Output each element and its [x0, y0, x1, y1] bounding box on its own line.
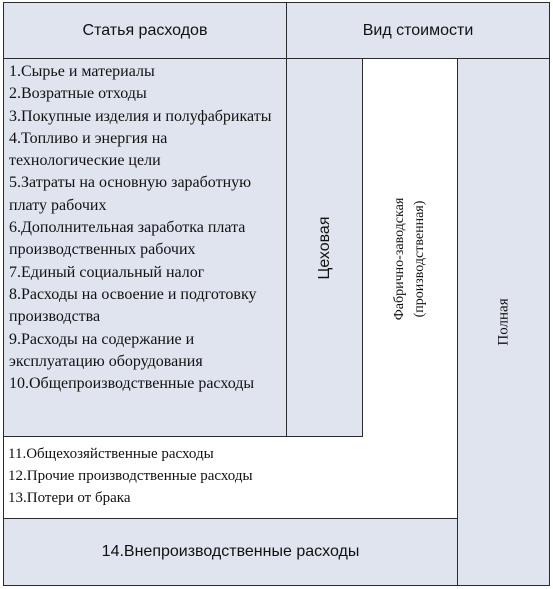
list-item: 6.Дополнительная заработка плата производственных рабочих — [9, 219, 246, 259]
list-item: 2.Возратные отходы — [9, 85, 147, 103]
list-item: 12.Прочие производственные расходы — [8, 468, 253, 484]
factory-cost-label — [390, 198, 430, 321]
nonproduction-label: 14.Внепроизводственные расходы — [101, 543, 360, 560]
factory-items-cell — [8, 443, 448, 509]
workshop-cost-label: Цеховая — [315, 216, 333, 279]
list-item: 9.Расходы на содержание и эксплуатацию оборудования — [9, 330, 203, 370]
full-cost-column — [457, 58, 550, 586]
factory-cost-label-line1: Фабрично-заводская — [392, 197, 407, 321]
workshop-items-list — [9, 61, 286, 395]
list-item: 3.Покупные изделия и полуфабрикаты — [9, 107, 272, 125]
factory-items-list — [8, 443, 448, 509]
header-cost-type — [286, 2, 550, 59]
factory-cost-label-line2: (производственная) — [412, 200, 427, 318]
list-item: 11.Общехозяйственные расходы — [8, 446, 214, 462]
list-item: 8.Расходы на освоение и подготовку производства — [9, 285, 257, 326]
factory-cost-label-area — [363, 59, 457, 459]
full-cost-label: Полная — [495, 298, 511, 346]
list-item: 4.Топливо и энергия на технологические цели — [9, 129, 168, 170]
list-item: 13.Потери от брака — [8, 490, 131, 506]
nonproduction-cell — [3, 518, 458, 586]
header-cost-item — [3, 2, 287, 59]
header-cost-type-label: Вид стоимости — [362, 21, 474, 39]
list-item: 1.Сырье и материалы — [9, 63, 155, 80]
workshop-cost-column — [286, 58, 363, 437]
workshop-items-cell — [3, 58, 287, 437]
header-cost-item-label: Статья расходов — [82, 21, 208, 39]
list-item: 10.Общепроизводственные расходы — [9, 375, 255, 393]
list-item: 5.Затраты на основную заработную плату рабочих — [9, 174, 252, 214]
list-item: 7.Единый социальный налог — [9, 263, 205, 281]
